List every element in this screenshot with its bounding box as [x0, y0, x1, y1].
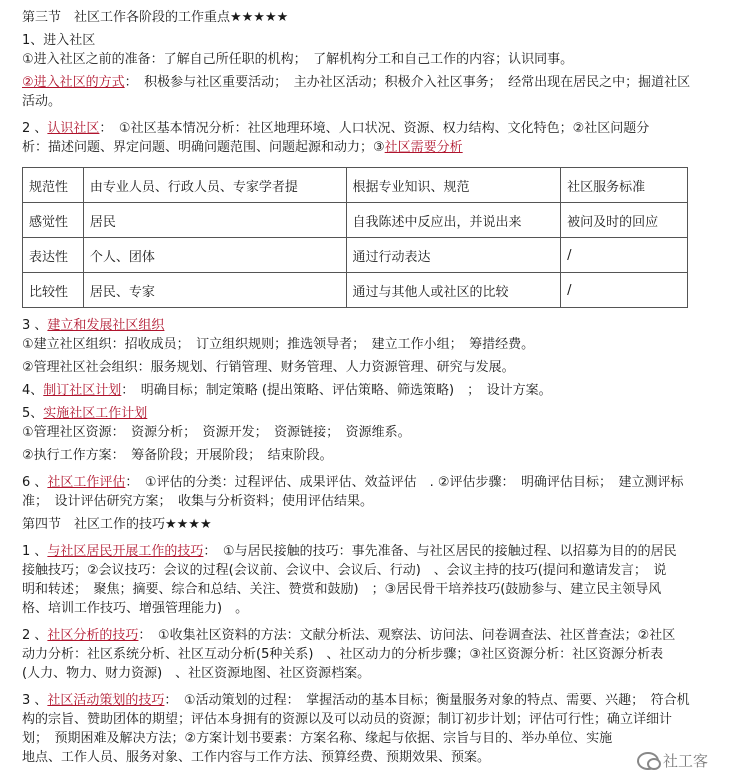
skill-3-line-4: 地点、工作人员、服务对象、工作内容与工作方法、预算经费、预期效果、预案。: [22, 750, 491, 765]
table-cell: 表达性: [23, 238, 84, 273]
skill-2-line-3: (人力、物力、财力资源) 、社区资源地图、社区资源档案。: [22, 666, 371, 681]
table-cell: 自我陈述中反应出，并说出来: [346, 203, 561, 238]
needs-analysis-link[interactable]: 社区需要分析: [384, 140, 463, 155]
skill-1-line-4: 格、培训工作技巧、增强管理能力) 。: [22, 601, 249, 616]
skill-2-line: 2 、社区分析的技巧： ①收集社区资料的方法：文献分析法、观察法、访问法、问卷调查法、社区普查法；②社区: [22, 628, 676, 643]
item-2-line: 2 、认识社区： ①社区基本情况分析：社区地理环境、人口状况、资源、权力结构、文化特色；②社区问题分: [22, 121, 650, 136]
table-cell: 根据专业知识、规范: [346, 168, 561, 203]
table-cell: 感觉性: [23, 203, 84, 238]
item-4-line: 4、制订社区计划： 明确目标；制定策略 (提出策略、评估策略、筛选策略) ； 设计方案。: [22, 383, 552, 398]
table-row: [23, 273, 688, 308]
skill-1-line-2: 接触技巧；②会议技巧：会议的过程(会议前、会议中、会议后、行动) 、会议主持的技巧(提问和邀请发言； 说: [22, 563, 667, 578]
skill-3-line: 3 、社区活动策划的技巧： ①活动策划的过程： 掌握活动的基本目标；衡量服务对象的特点、需要、兴趣； 符合机: [22, 693, 690, 708]
implement-link[interactable]: 实施社区工作计划: [43, 406, 148, 421]
skill-3-line-2: 构的宗旨、赞助团体的期望；评估本身拥有的资源以及可以动员的资源；制订初步计划；评估可行性；确立详细计: [22, 712, 673, 727]
evaluation-link[interactable]: 社区工作评估: [47, 475, 126, 490]
item-2-line-2: 析：描述问题、界定问题、明确问题范围、问题起源和动力；③社区需要分析: [22, 140, 463, 155]
needs-table: [22, 167, 688, 308]
item-5-resources: ①管理社区资源： 资源分析； 资源开发； 资源链接； 资源维系。: [22, 425, 411, 440]
item-1-prep: ①进入社区之前的准备：了解自己所任职的机构； 了解机构分工和自己工作的内容；认识同事。: [22, 52, 574, 67]
analysis-skills-link[interactable]: 社区分析的技巧: [47, 628, 139, 643]
watermark: [637, 750, 708, 771]
table-row: [23, 238, 688, 273]
skill-3-line-3: 划； 预期困难及解决方法；②方案计划书要素：方案名称、缘起与依据、宗旨与目的、举办单位、实施: [22, 731, 613, 746]
watermark-text: 社工客: [662, 752, 708, 770]
item-6-line: 6 、社区工作评估： ①评估的分类：过程评估、成果评估、效益评估 . ②评估步骤： 明确评估目标； 建立测评标: [22, 475, 684, 490]
table-cell: 个人、团体: [83, 238, 346, 273]
build-org-link[interactable]: 建立和发展社区组织: [47, 318, 165, 333]
item-3-build: ①建立社区组织：招收成员； 订立组织规则；推选领导者； 建立工作小组； 筹措经费。: [22, 337, 535, 352]
resident-skills-link[interactable]: 与社区居民开展工作的技巧: [47, 544, 204, 559]
plan-link[interactable]: 制订社区计划: [43, 383, 122, 398]
table-row: [23, 168, 688, 203]
item-1-approach-cont: 活动。: [22, 94, 62, 109]
section-3-title: 第三节 社区工作各阶段的工作重点★★★★★: [22, 10, 289, 25]
item-3-manage: ②管理社区社会组织：服务规划、行销管理、财务管理、人力资源管理、研究与发展。: [22, 360, 515, 375]
table-cell: 由专业人员、行政人员、专家学者提: [83, 168, 346, 203]
know-community-link[interactable]: 认识社区: [47, 121, 100, 136]
skill-1-line-3: 明和转述； 聚焦；摘要、综合和总结、关注、赞赏和鼓励) ；③居民骨干培养技巧(鼓励参与、建立民主领导风: [22, 582, 662, 597]
activity-planning-link[interactable]: 社区活动策划的技巧: [47, 693, 165, 708]
table-cell: 通过与其他人或社区的比较: [346, 273, 561, 308]
table-cell: 通过行动表达: [346, 238, 561, 273]
table-cell: /: [561, 273, 688, 308]
table-cell: 规范性: [23, 168, 84, 203]
table-cell: 比较性: [23, 273, 84, 308]
skill-2-line-2: 动力分析：社区系统分析、社区互动分析(5种关系) 、社区动力的分析步骤；③社区资源分析：社区资源分析表: [22, 647, 664, 662]
item-5-execute: ②执行工作方案： 筹备阶段；开展阶段； 结束阶段。: [22, 448, 333, 463]
table-cell: /: [561, 238, 688, 273]
item-1-title: 1、进入社区: [22, 33, 96, 48]
item-5-line: 5、实施社区工作计划: [22, 406, 148, 421]
table-row: [23, 203, 688, 238]
skill-1-line: 1 、与社区居民开展工作的技巧： ①与居民接触的技巧：事先准备、与社区居民的接触过程、以招募为目的的居民: [22, 544, 677, 559]
wechat-logo-icon: [637, 752, 659, 770]
table-cell: 被问及时的回应: [561, 203, 688, 238]
item-3-line: 3 、建立和发展社区组织: [22, 318, 165, 333]
table-cell: 社区服务标准: [561, 168, 688, 203]
table-cell: 居民、专家: [83, 273, 346, 308]
section-4-title: 第四节 社区工作的技巧★★★★: [22, 517, 212, 532]
table-cell: 居民: [83, 203, 346, 238]
item-6-line-2: 准； 设计评估研究方案； 收集与分析资料；使用评估结果。: [22, 494, 374, 509]
document-body: [22, 8, 702, 767]
entry-method-link[interactable]: ②进入社区的方式: [22, 75, 125, 90]
item-1-approach: ②进入社区的方式： 积极参与社区重要活动； 主办社区活动；积极介入社区事务； 经常出现在居民之中；掘道社区: [22, 75, 691, 90]
